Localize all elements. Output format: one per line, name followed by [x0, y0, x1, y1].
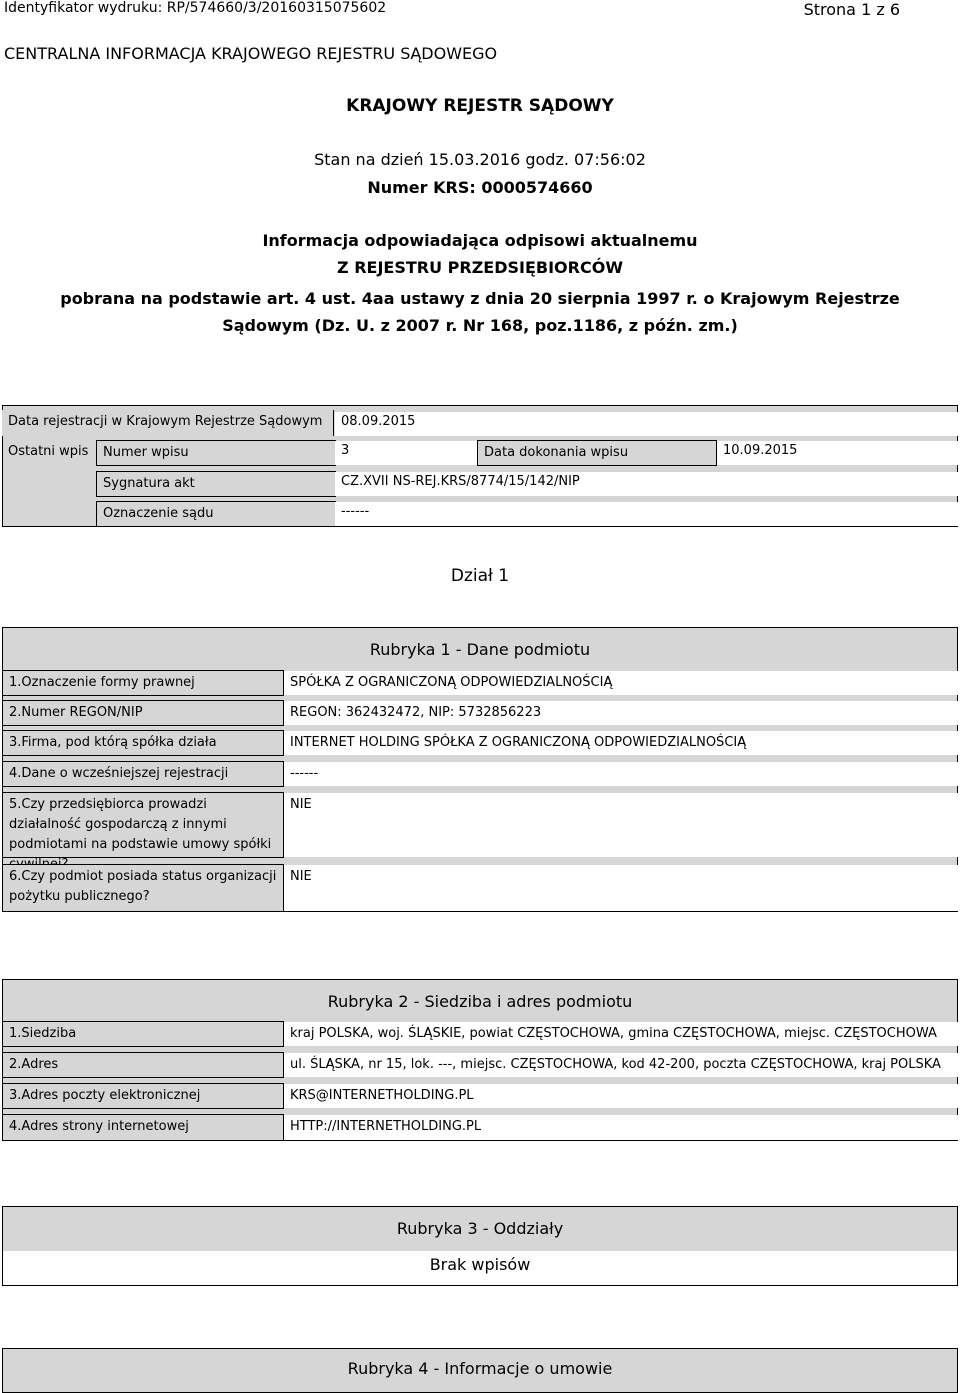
r1-value-6: NIE — [284, 865, 958, 911]
signature-value: CZ.XVII NS-REJ.KRS/8774/15/142/NIP — [335, 472, 960, 496]
r1-value-4: ------ — [284, 762, 958, 786]
rubryka-4 — [2, 1348, 958, 1393]
r1-value-1: SPÓŁKA Z OGRANICZONĄ ODPOWIEDZIALNOŚCIĄ — [284, 671, 958, 695]
entry-number-label: Numer wpisu — [96, 440, 336, 466]
r2-value-4: HTTP://INTERNETHOLDING.PL — [284, 1115, 958, 1140]
legal-basis-line-1: pobrana na podstawie art. 4 ust. 4aa ustawy z dnia 20 sierpnia 1997 r. o Krajowym Rejestrze — [60, 289, 900, 308]
legal-basis-line-2: Sądowym (Dz. U. z 2007 r. Nr 168, poz.1186, z późn. zm.) — [222, 316, 738, 335]
r2-value-2: ul. ŚLĄSKA, nr 15, lok. ---, miejsc. CZĘSTOCHOWA, kod 42-200, poczta CZĘSTOCHOWA, kraj POLSKA — [284, 1053, 958, 1077]
signature-label: Sygnatura akt — [96, 471, 336, 497]
info-line-1: Informacja odpowiadająca odpisowi aktualnemu — [262, 231, 698, 250]
document-title: KRAJOWY REJESTR SĄDOWY — [346, 96, 614, 116]
court-label: Oznaczenie sądu — [96, 501, 336, 527]
r1-label-1: 1.Oznaczenie formy prawnej — [2, 670, 284, 696]
section-title: Dział 1 — [450, 566, 510, 586]
r1-label-5: 5.Czy przedsiębiorca prowadzi działalność gospodarczą z innymi podmiotami na podstawie umowy spółki — [2, 792, 284, 858]
entry-number-value: 3 — [335, 441, 489, 465]
court-value: ------ — [335, 502, 960, 526]
r2-label-4: 4.Adres strony internetowej — [2, 1114, 284, 1141]
rubryka-4-title: Rubryka 4 - Informacje o umowie — [347, 1359, 613, 1378]
r1-label-6: 6.Czy podmiot posiada status organizacji pożytku publicznego? — [2, 864, 284, 912]
rubryka-3-title: Rubryka 3 - Oddziały — [396, 1219, 564, 1238]
rubryka-2-title: Rubryka 2 - Siedziba i adres podmiotu — [327, 992, 633, 1011]
page-number: Strona 1 z 6 — [803, 0, 900, 19]
r2-value-1: kraj POLSKA, woj. ŚLĄSKIE, powiat CZĘSTOCHOWA, gmina CZĘSTOCHOWA, miejsc. CZĘSTOCHOWA — [284, 1022, 958, 1046]
entry-date-label: Data dokonania wpisu — [477, 440, 717, 466]
registration-date-label: Data rejestracji w Krajowym Rejestrze Sądowym — [2, 410, 334, 436]
r2-label-1: 1.Siedziba — [2, 1021, 284, 1047]
info-line-2: Z REJESTRU PRZEDSIĘBIORCÓW — [337, 258, 623, 277]
r2-label-2: 2.Adres — [2, 1052, 284, 1078]
registration-date-value: 08.09.2015 — [335, 412, 960, 436]
r1-label-3: 3.Firma, pod którą spółka działa — [2, 730, 284, 756]
r1-label-2: 2.Numer REGON/NIP — [2, 700, 284, 726]
krs-number: Numer KRS: 0000574660 — [367, 178, 593, 197]
rubryka-1-title: Rubryka 1 - Dane podmiotu — [369, 640, 591, 659]
last-entry-label: Ostatni wpis — [8, 444, 89, 459]
r1-value-5: NIE — [284, 793, 958, 857]
state-date: Stan na dzień 15.03.2016 godz. 07:56:02 — [314, 150, 646, 169]
rubryka-3-value: Brak wpisów — [3, 1251, 957, 1285]
info-line-3 — [0, 285, 960, 339]
r1-label-4: 4.Dane o wcześniejszej rejestracji — [2, 761, 284, 787]
r2-label-3: 3.Adres poczty elektronicznej — [2, 1083, 284, 1109]
print-identifier: Identyfikator wydruku: RP/574660/3/20160315075602 — [4, 0, 387, 16]
r2-value-3: KRS@INTERNETHOLDING.PL — [284, 1084, 958, 1108]
r1-value-3: INTERNET HOLDING SPÓŁKA Z OGRANICZONĄ ODPOWIEDZIALNOŚCIĄ — [284, 731, 958, 755]
r1-value-2: REGON: 362432472, NIP: 5732856223 — [284, 701, 958, 725]
entry-date-value: 10.09.2015 — [717, 441, 960, 465]
organization-name: CENTRALNA INFORMACJA KRAJOWEGO REJESTRU SĄDOWEGO — [4, 44, 498, 63]
